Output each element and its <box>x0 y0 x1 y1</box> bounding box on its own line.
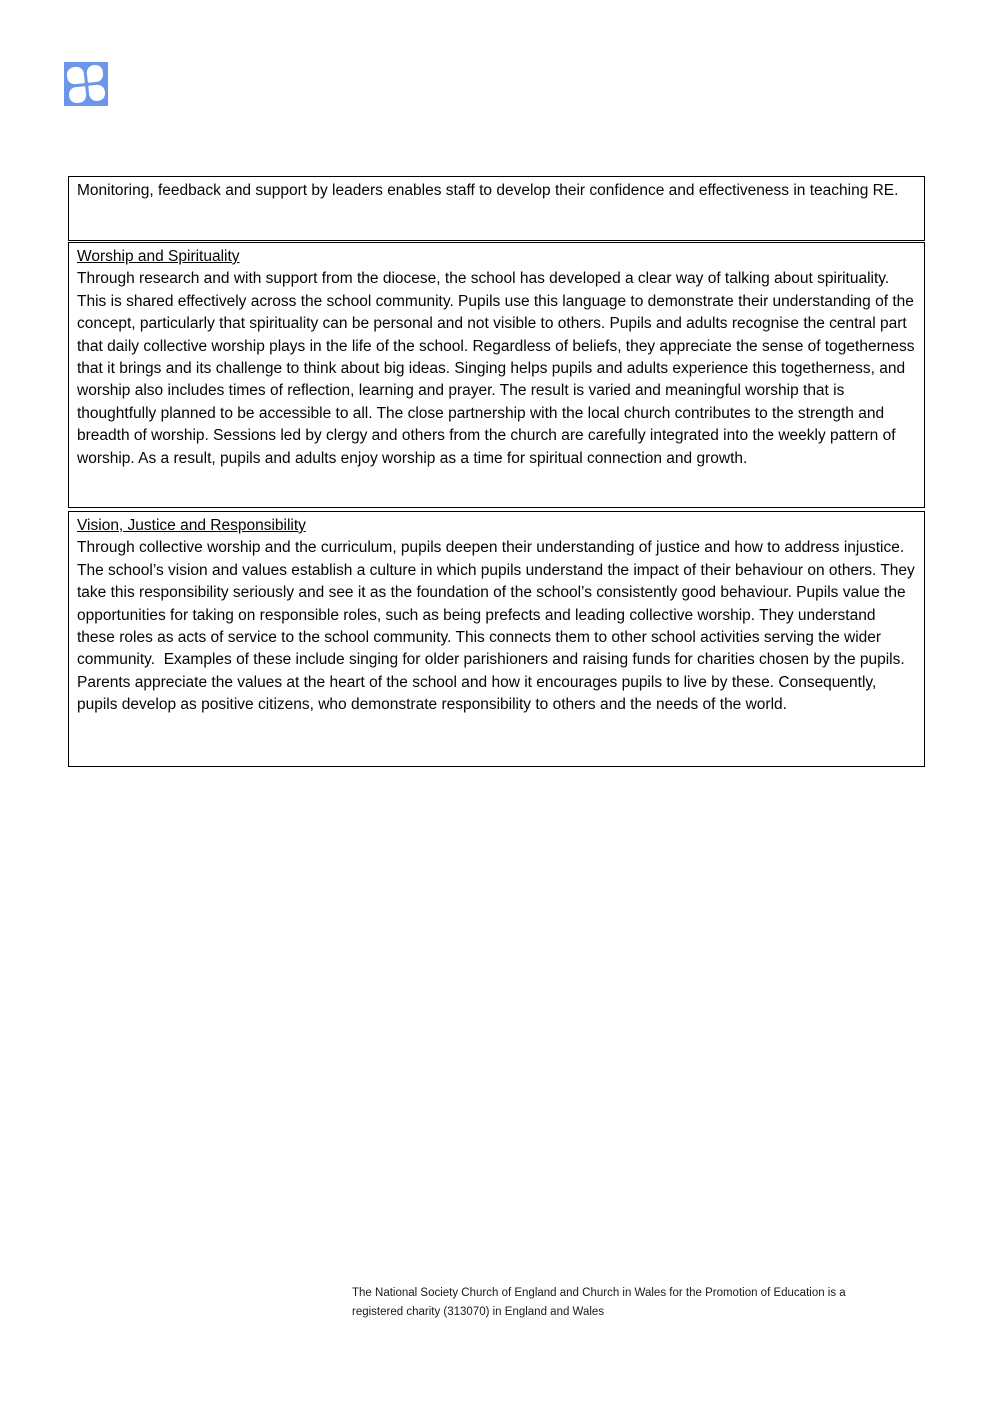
text-box-worship-spirituality <box>68 242 925 508</box>
section-body: Through collective worship and the curriculum, pupils deepen their understanding of justice and how to address injustice. The school’s vision and values establish a culture in which pupils understand the impact of their behaviour on others. They take this responsibility seriously and see it as the foundation of the school’s consistently good behaviour. Pupils value the opportunities for taking on responsible roles, such as being prefects and leading collective worship. They understand these roles as acts of service to the school community. This connects them to other school activities serving the wider community. Examples of these include singing for older parishioners and raising funds for charities chosen by the pupils. Parents appreciate the values at the heart of the school and how it encourages pupils to live by these. Consequently, pupils develop as positive citizens, who demonstrate responsibility to others and the needs of the world. <box>77 539 920 714</box>
section-body: Through research and with support from the diocese, the school has developed a clear way of talking about spirituality. This is shared effectively across the school community. Pupils use this language to demonstrate their understanding of the concept, particularly that spirituality can be personal and not visible to others. Pupils and adults recognise the central part that daily collective worship plays in the life of the school. Regardless of beliefs, they appreciate the sense of togetherness that it brings and its challenge to think about big ideas. Singing helps pupils and adults experience this togetherness, and worship also includes times of reflection, learning and prayer. The result is varied and meaningful worship that is thoughtfully planned to be accessible to all. The close partnership with the local church contributes to the strength and breadth of worship. Sessions led by clergy and others from the church are carefully integrated into the weekly pattern of worship. As a result, pupils and adults enjoy worship as a time for spiritual connection and growth. <box>77 270 919 467</box>
section-body: Monitoring, feedback and support by leaders enables staff to develop their confidence and effectiveness in teaching RE. <box>77 182 899 199</box>
section-heading: Worship and Spirituality <box>77 248 240 265</box>
national-society-logo <box>64 62 108 106</box>
logo-flower-icon <box>66 64 106 104</box>
text-box-vision-justice-responsibility <box>68 511 925 767</box>
logo-petal-icon <box>88 84 106 102</box>
logo-petal-icon <box>86 64 104 82</box>
text-box-monitoring <box>68 176 925 241</box>
section-heading: Vision, Justice and Responsibility <box>77 517 306 534</box>
logo-petal-icon <box>66 66 84 84</box>
logo-petal-icon <box>68 86 86 104</box>
charity-footer-text: The National Society Church of England and Church in Wales for the Promotion of Education is a registered charity (313070) in England and Wales <box>352 1287 846 1318</box>
